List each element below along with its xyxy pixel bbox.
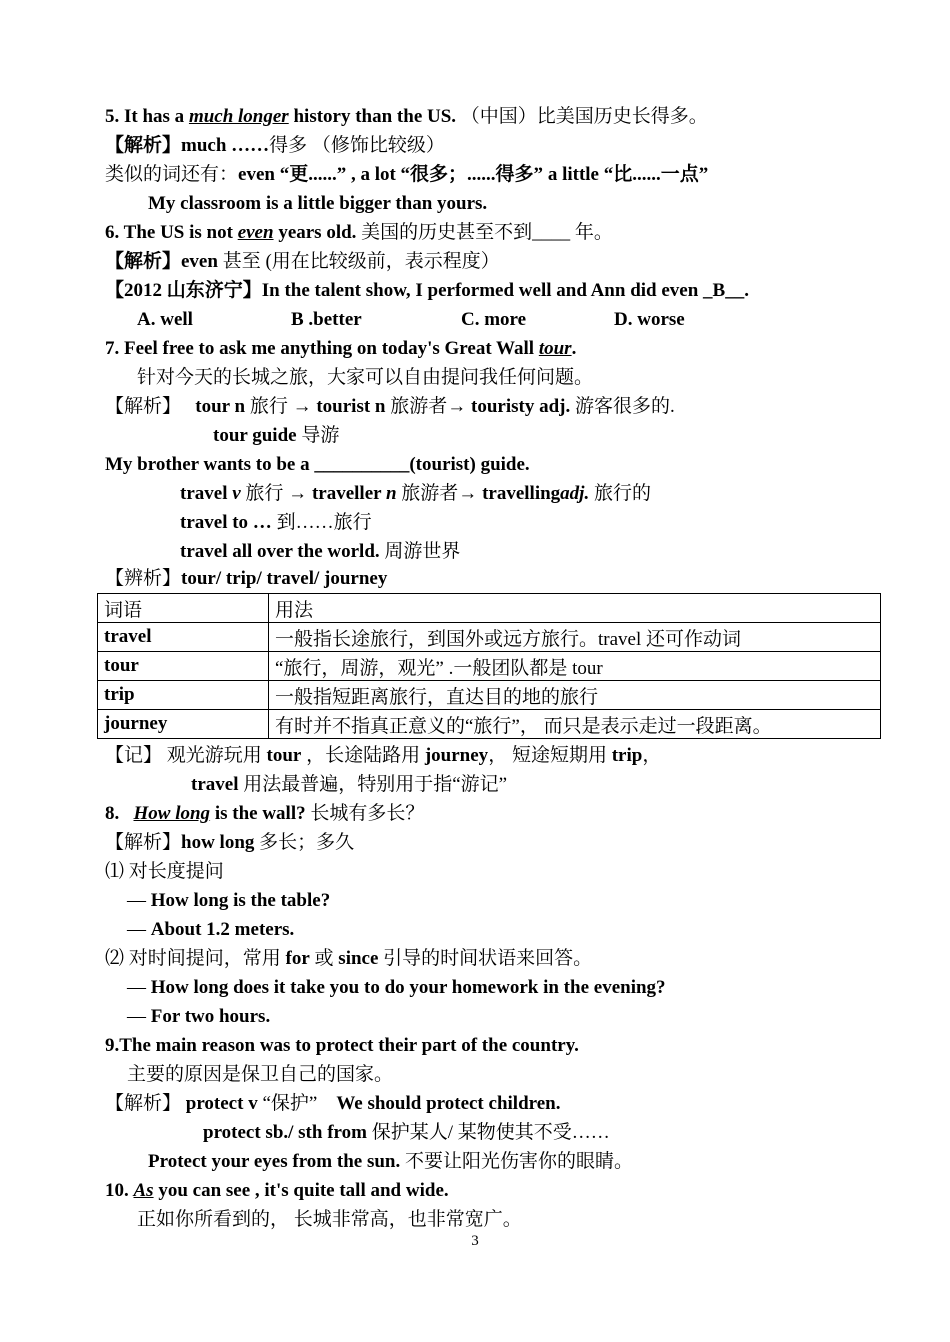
item-9-example: Protect your eyes from the sun. 不要让阳光伤害你的眼睛。: [148, 1151, 633, 1172]
table-header-row: [98, 594, 881, 623]
item-9-analysis: 【解析】 protect v “保护” We should protect children.: [105, 1093, 561, 1114]
table-cell-word: journey: [98, 710, 269, 739]
item-7-exercise: My brother wants to be a __________(tourist) guide.: [105, 454, 530, 475]
item-7-travel-world: travel all over the world. 周游世界: [180, 541, 461, 562]
item-9-pattern: protect sb./ sth from 保护某人/ 某物使其不受……: [203, 1122, 610, 1143]
item-7-translation: 针对今天的长城之旅，大家可以自由提问我任何问题。: [137, 367, 594, 388]
table-cell-word: tour: [98, 652, 269, 681]
memory-note-travel: travel 用法最普遍，特别用于指“游记”: [191, 774, 508, 795]
item-5-analysis: 【解析】much ……得多 （修饰比较级）: [105, 135, 445, 156]
item-7-tour-guide: tour guide 导游: [213, 425, 340, 446]
item-8-dialog-4: — For two hours.: [127, 1006, 271, 1027]
table-cell-word: trip: [98, 681, 269, 710]
item-6-question: 【2012 山东济宁】In the talent show, I performed well and Ann did even _B__.: [105, 280, 749, 301]
item-7-travel-to: travel to … 到……旅行: [180, 512, 372, 533]
option-c: C. more: [461, 309, 527, 330]
item-9-sentence: 9.The main reason was to protect their part of the country.: [105, 1035, 579, 1056]
item-7-travel-forms: travel v 旅行 → traveller n 旅游者→ travellingadj. 旅行的: [180, 483, 651, 504]
table-cell-usage: 有时并不指真正意义的“旅行”， 而只是表示走过一段距离。: [269, 710, 881, 739]
item-6-analysis: 【解析】even 甚至 (用在比较级前，表示程度）: [105, 251, 500, 272]
table-cell-usage: 一般指长途旅行，到国外或远方旅行。travel 还可作动词: [269, 623, 881, 652]
table-header-usage: 用法: [269, 594, 881, 623]
item-8-point-1: ⑴ 对长度提问: [105, 861, 224, 882]
item-5-similar: 类似的词还有：even “更......” , a lot “很多；......得多” a little “比......一点”: [105, 164, 709, 185]
option-d: D. worse: [614, 309, 685, 330]
item-8-dialog-1: — How long is the table?: [127, 890, 331, 911]
table-cell-usage: 一般指短距离旅行，直达目的地的旅行: [269, 681, 881, 710]
item-5-sentence: 5. It has a much longer history than the US. （中国）比美国历史长得多。: [105, 106, 708, 127]
item-7-comparison-heading: 【辨析】tour/ trip/ travel/ journey: [105, 568, 388, 589]
table-row: [98, 681, 881, 710]
page-number: 3: [471, 1233, 479, 1249]
item-8-sentence: 8. How long is the wall? 长城有多长？: [105, 803, 425, 824]
item-8-dialog-2: — About 1.2 meters.: [127, 919, 295, 940]
table-row: [98, 652, 881, 681]
keyword-much-longer: much longer: [188, 106, 289, 127]
item-9-translation: 主要的原因是保卫自己的国家。: [127, 1064, 394, 1085]
item-8-point-2: ⑵ 对时间提问，常用 for 或 since 引导的时间状语来回答。: [105, 948, 593, 969]
item-10-sentence: 10. As you can see , it's quite tall and wide.: [105, 1180, 449, 1201]
comparison-table: [97, 593, 881, 739]
item-8-analysis: 【解析】how long 多长；多久: [105, 832, 355, 853]
table-row: [98, 623, 881, 652]
item-7-sentence: 7. Feel free to ask me anything on today's Great Wall tour.: [105, 338, 577, 359]
item-8-dialog-3: — How long does it take you to do your homework in the evening?: [127, 977, 666, 998]
item-5-example: My classroom is a little bigger than yours.: [148, 193, 488, 214]
option-b: B .better: [291, 309, 362, 330]
option-a: A. well: [137, 309, 193, 330]
item-6-sentence: 6. The US is not even years old. 美国的历史甚至不到____ 年。: [105, 222, 613, 243]
table-cell-word: travel: [98, 623, 269, 652]
table-row: [98, 710, 881, 739]
memory-note: 【记】 观光游玩用 tour ，长途陆路用 journey， 短途短期用 trip，: [105, 745, 662, 766]
item-10-translation: 正如你所看到的， 长城非常高，也非常宽广。: [137, 1209, 522, 1230]
table-header-word: 词语: [98, 594, 269, 623]
table-cell-usage: “旅行，周游，观光” .一般团队都是 tour: [269, 652, 881, 681]
item-7-analysis: 【解析】 tour n 旅行 → tourist n 旅游者→ touristy adj. 游客很多的.: [105, 396, 675, 417]
